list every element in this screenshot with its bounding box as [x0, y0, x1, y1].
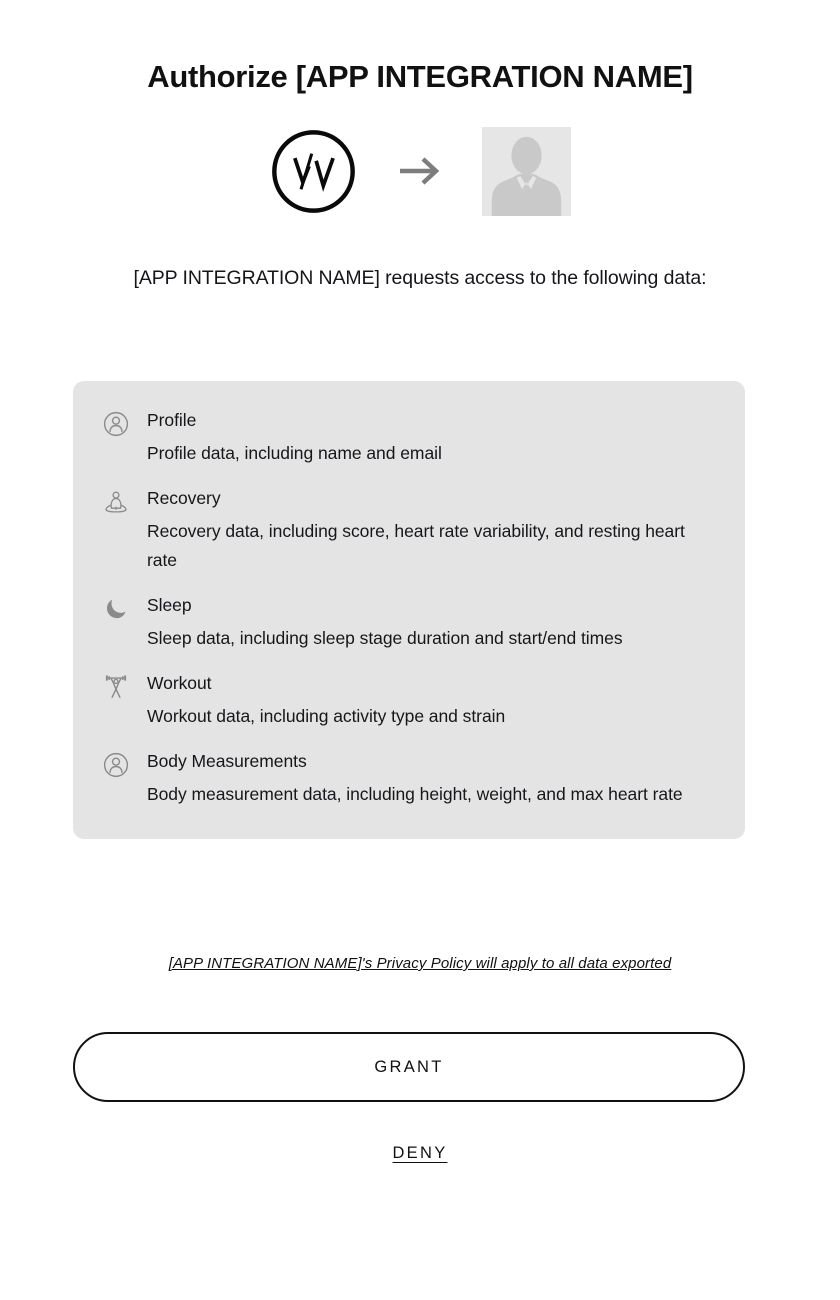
privacy-policy-row	[0, 955, 840, 973]
permission-item-body-measurements	[101, 748, 717, 809]
branding-row	[0, 125, 840, 217]
permission-text-body-measurements	[147, 748, 717, 809]
permissions-card	[73, 381, 745, 839]
deny-button[interactable]: DENY	[392, 1144, 448, 1162]
permission-item-sleep	[101, 592, 717, 653]
permission-description: Body measurement data, including height, weight, and max heart rate	[147, 784, 683, 804]
permission-description: Workout data, including activity type and strain	[147, 706, 506, 726]
permission-title: Recovery	[147, 488, 221, 508]
workout-weightlifter-icon	[101, 672, 131, 702]
deny-row	[0, 1144, 840, 1163]
permission-text-profile	[147, 407, 717, 468]
permission-item-profile	[101, 407, 717, 468]
access-request-subtitle: [APP INTEGRATION NAME] requests access to the following data:	[133, 267, 707, 290]
permission-description: Sleep data, including sleep stage duration and start/end times	[147, 628, 623, 648]
permission-text-sleep	[147, 592, 717, 653]
permission-title: Workout	[147, 673, 212, 693]
permission-title: Profile	[147, 410, 197, 430]
arrow-right-icon	[396, 151, 444, 191]
whoop-logo-icon	[269, 127, 358, 216]
permission-text-recovery	[147, 485, 717, 575]
permission-item-workout	[101, 670, 717, 731]
grant-button[interactable]: GRANT	[73, 1032, 745, 1102]
user-avatar-placeholder	[482, 127, 571, 216]
body-measurements-person-circle-icon	[101, 750, 131, 780]
permission-text-workout	[147, 670, 717, 731]
permission-description: Profile data, including name and email	[147, 443, 442, 463]
permission-item-recovery	[101, 485, 717, 575]
permission-title: Body Measurements	[147, 751, 307, 771]
permission-title: Sleep	[147, 595, 192, 615]
recovery-meditation-icon	[101, 487, 131, 517]
profile-person-circle-icon	[101, 409, 131, 439]
permission-description: Recovery data, including score, heart rate variability, and resting heart rate	[147, 521, 685, 570]
sleep-moon-icon	[101, 594, 131, 624]
page-title: Authorize [APP INTEGRATION NAME]	[147, 59, 693, 94]
privacy-policy-link[interactable]: [APP INTEGRATION NAME]'s Privacy Policy will apply to all data exported	[168, 955, 672, 972]
